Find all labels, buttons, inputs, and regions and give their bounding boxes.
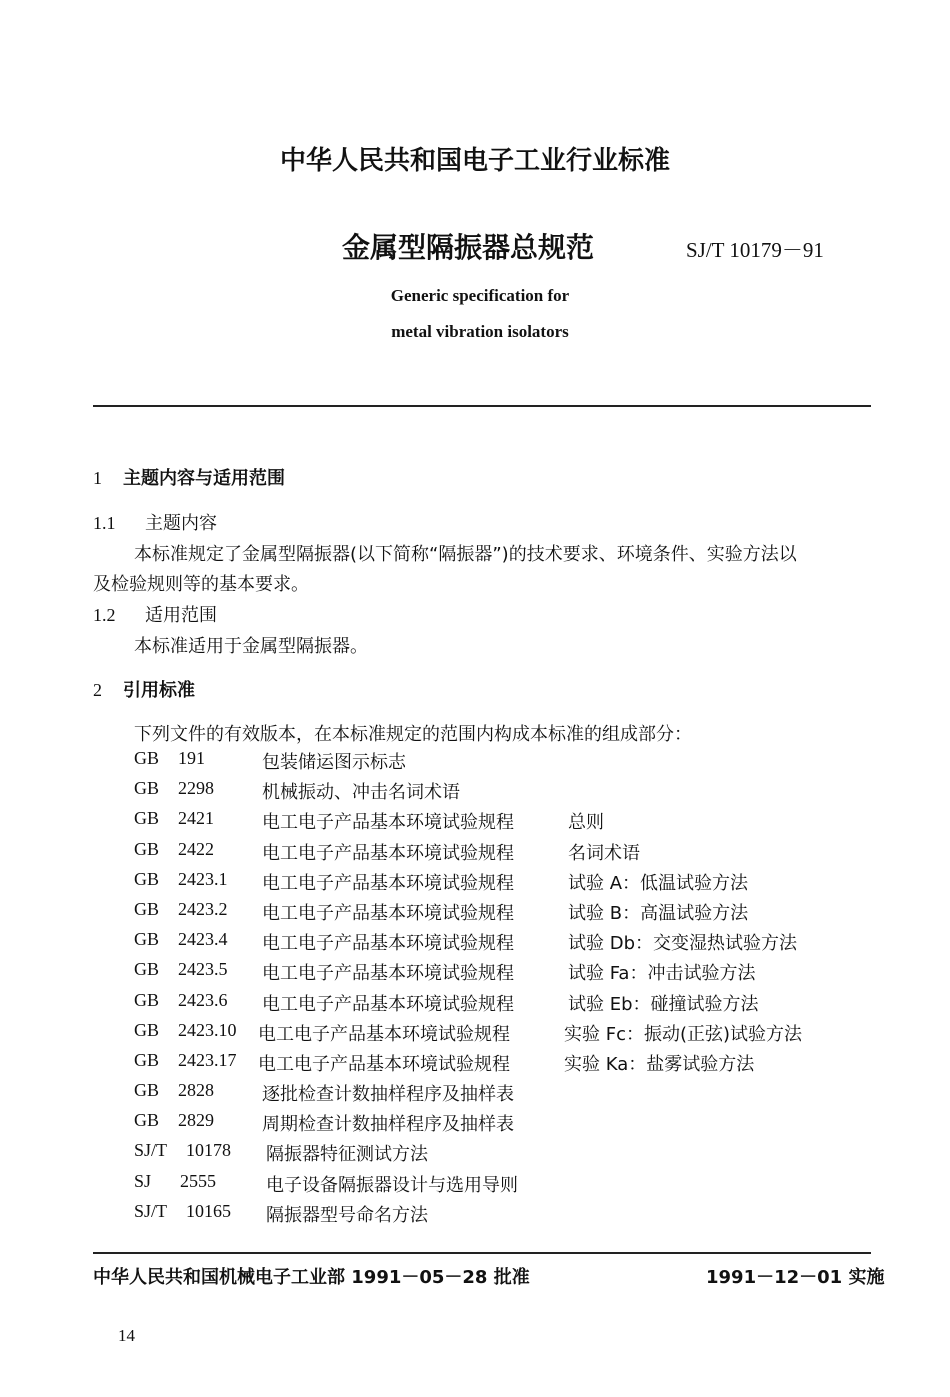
document-code: SJ/T 10179－91	[686, 238, 824, 262]
reference-part: 试验 Fa：冲击试验方法	[568, 963, 756, 985]
reference-item	[134, 748, 874, 778]
reference-title: 电工电子产品基本环境试验规程	[262, 812, 514, 834]
reference-item	[134, 1050, 874, 1080]
reference-part: 试验 Eb：碰撞试验方法	[568, 993, 759, 1015]
reference-title: 隔振器型号命名方法	[266, 1204, 428, 1226]
reference-title: 隔振器特征测试方法	[266, 1144, 428, 1166]
subsection-title: 主题内容	[145, 513, 217, 534]
section-title: 引用标准	[123, 680, 195, 701]
subsection-1-1-heading	[93, 509, 217, 535]
reference-org: GB	[134, 929, 160, 950]
reference-number: 2421	[178, 808, 214, 829]
reference-part: 试验 Db：交变湿热试验方法	[568, 933, 798, 955]
reference-part: 总则	[568, 812, 604, 834]
reference-title: 周期检查计数抽样程序及抽样表	[262, 1114, 514, 1136]
reference-org: SJ/T	[134, 1200, 168, 1221]
approval-statement: 中华人民共和国机械电子工业部 1991－05－28 批准	[93, 1267, 530, 1288]
reference-title: 电工电子产品基本环境试验规程	[258, 1023, 510, 1045]
reference-number: 2422	[178, 838, 214, 859]
reference-item	[134, 899, 874, 929]
reference-org: GB	[134, 808, 160, 829]
reference-item	[134, 839, 874, 869]
top-divider	[93, 405, 871, 407]
reference-number: 2298	[178, 778, 214, 799]
reference-number: 2423.5	[178, 959, 228, 980]
reference-number: 2828	[178, 1080, 214, 1101]
reference-item	[134, 1020, 874, 1050]
reference-number: 2423.1	[178, 868, 228, 889]
reference-org: GB	[134, 1019, 160, 1040]
reference-number: 2423.4	[178, 929, 228, 950]
reference-title: 电工电子产品基本环境试验规程	[262, 902, 514, 924]
section-2-heading	[93, 676, 195, 702]
reference-part: 名词术语	[568, 842, 640, 864]
paragraph-line: 本标准适用于金属型隔振器。	[134, 636, 368, 657]
paragraph-line: 及检验规则等的基本要求。	[93, 574, 309, 595]
reference-title: 电子设备隔振器设计与选用导则	[266, 1174, 518, 1196]
reference-item	[134, 959, 874, 989]
reference-org: GB	[134, 989, 160, 1010]
english-title-line2: metal vibration isolators	[391, 322, 569, 341]
reference-title: 电工电子产品基本环境试验规程	[258, 1053, 510, 1075]
reference-item	[134, 990, 874, 1020]
reference-org: GB	[134, 868, 160, 889]
reference-item	[134, 929, 874, 959]
reference-org: GB	[134, 1080, 160, 1101]
reference-item	[134, 1140, 874, 1170]
subsection-number: 1.2	[93, 605, 116, 625]
reference-item	[134, 1171, 874, 1201]
reference-number: 2555	[180, 1170, 216, 1191]
effective-date: 1991－12－01 实施	[706, 1267, 885, 1288]
reference-number: 10165	[186, 1200, 231, 1221]
reference-org: GB	[134, 838, 160, 859]
reference-item	[134, 778, 874, 808]
reference-title: 逐批检查计数抽样程序及抽样表	[262, 1084, 514, 1106]
reference-number: 2829	[178, 1110, 214, 1131]
reference-item	[134, 1080, 874, 1110]
subsection-title: 适用范围	[145, 605, 217, 626]
document-title: 金属型隔振器总规范	[342, 231, 595, 264]
reference-item	[134, 1201, 874, 1231]
reference-title: 电工电子产品基本环境试验规程	[262, 872, 514, 894]
reference-list	[134, 748, 874, 1231]
reference-number: 2423.10	[178, 1019, 237, 1040]
subsection-number: 1.1	[93, 513, 116, 533]
reference-org: GB	[134, 1110, 160, 1131]
reference-org: GB	[134, 898, 160, 919]
reference-number: 2423.6	[178, 989, 228, 1010]
reference-number: 10178	[186, 1140, 231, 1161]
reference-part: 试验 A：低温试验方法	[568, 872, 749, 894]
reference-title: 电工电子产品基本环境试验规程	[262, 933, 514, 955]
issuer-title: 中华人民共和国电子工业行业标准	[279, 146, 670, 176]
reference-org: GB	[134, 778, 160, 799]
reference-org: SJ/T	[134, 1140, 168, 1161]
reference-item	[134, 808, 874, 838]
reference-title: 包装储运图示标志	[262, 752, 406, 773]
reference-number: 2423.17	[178, 1049, 237, 1070]
subsection-1-2-heading	[93, 601, 217, 627]
reference-title: 电工电子产品基本环境试验规程	[262, 993, 514, 1015]
section-1-heading	[93, 464, 285, 490]
reference-org: GB	[134, 1049, 160, 1070]
reference-part: 实验 Ka：盐雾试验方法	[564, 1053, 755, 1075]
section-number: 1	[93, 468, 102, 488]
reference-number: 2423.2	[178, 898, 228, 919]
paragraph-line: 本标准规定了金属型隔振器(以下简称“隔振器”)的技术要求、环境条件、实验方法以	[134, 544, 797, 565]
reference-number: 191	[178, 748, 205, 768]
reference-part: 试验 B：高温试验方法	[568, 902, 749, 924]
reference-org: GB	[134, 748, 160, 768]
reference-item	[134, 869, 874, 899]
section-title: 主题内容与适用范围	[123, 468, 285, 489]
english-title-line1: Generic specification for	[390, 286, 570, 305]
bottom-divider	[93, 1252, 871, 1254]
reference-part: 实验 Fc：振动(正弦)试验方法	[564, 1023, 803, 1045]
reference-title: 电工电子产品基本环境试验规程	[262, 842, 514, 864]
reference-title: 电工电子产品基本环境试验规程	[262, 963, 514, 985]
reference-title: 机械振动、冲击名词术语	[262, 782, 460, 804]
references-intro: 下列文件的有效版本，在本标准规定的范围内构成本标准的组成部分：	[134, 724, 692, 745]
reference-org: GB	[134, 959, 160, 980]
reference-item	[134, 1110, 874, 1140]
page-number: 14	[118, 1326, 135, 1345]
reference-org: SJ	[134, 1170, 152, 1191]
section-number: 2	[93, 680, 102, 700]
